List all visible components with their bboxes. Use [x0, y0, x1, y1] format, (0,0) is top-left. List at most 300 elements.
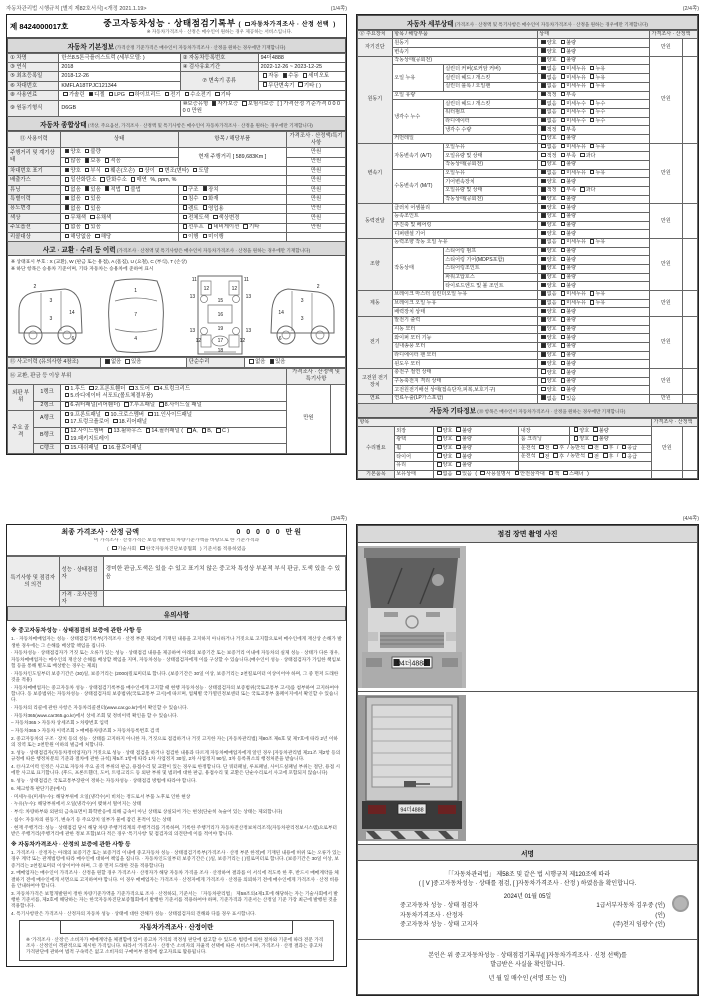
value-cell: 수동변속기 (M/T): [392, 169, 443, 204]
checkbox-불량[interactable]: [561, 222, 566, 227]
checkbox-불량[interactable]: [561, 283, 566, 288]
checkbox-불량[interactable]: [593, 436, 598, 441]
label-cell: 가격조사 · 산정액/특기사항: [287, 132, 346, 148]
notice-list-2: [11, 850, 342, 917]
value-cell: [682, 143, 697, 204]
checkbox-응급[interactable]: [622, 453, 627, 458]
label-cell: ① 차명: [8, 54, 59, 63]
checkbox-label: 불량: [566, 282, 577, 289]
checkbox-적음[interactable]: [105, 158, 110, 163]
checkbox-불량[interactable]: [561, 57, 566, 62]
checkbox-무단변속기[interactable]: [263, 82, 268, 87]
checkbox-전체도색[interactable]: [183, 215, 188, 220]
checkbox-없음[interactable]: [541, 170, 546, 175]
checkbox-label: 적음: [110, 158, 121, 165]
checkbox-양호[interactable]: [574, 436, 579, 441]
checkbox-양호[interactable]: [541, 205, 546, 210]
checkbox-기술사회[interactable]: [112, 546, 117, 551]
checkbox-영업용[interactable]: [203, 205, 208, 210]
notice-line: 3. 자동차가격은 보험개발원이 정한 차량기준가액을 기준가격으로 조사 · 산정하되, 기준서는 「자동차관리법」 제58조의4제1호에 해당하는 자는 기술사회에서 발행한 기준서를, 제2호에 해당하는 자는 한국자동차진단보증협회에서 발행한 기준서를 적용하여야 하며, 기준가격과 기준서는 산정일 기준 가장 최근에 발행된 것을 적용합니다.: [11, 890, 338, 908]
front-plate-number: 94더4888: [396, 660, 428, 668]
checkbox-17.트렁크플로어[interactable]: [65, 419, 70, 424]
label-cell: 항목 / 해당부품: [178, 132, 287, 148]
checkbox-미세누유[interactable]: [561, 144, 566, 149]
checkbox-매연[interactable]: [131, 177, 136, 182]
checkbox-1.후드[interactable]: [65, 386, 70, 391]
checkbox-누유[interactable]: [590, 170, 595, 175]
panel-damage-table: [7, 368, 346, 454]
checkbox-불량[interactable]: [561, 161, 566, 166]
checkbox-불량[interactable]: [561, 343, 566, 348]
checkbox-기타[interactable]: [243, 224, 248, 229]
checkbox-label: 일산화탄소: [70, 177, 97, 184]
checkbox-적정[interactable]: [541, 92, 546, 97]
checkbox-양호[interactable]: [574, 427, 579, 432]
inline-text: (: [107, 546, 110, 552]
page-title: 중고자동차성능 · 상태점검기록부: [103, 18, 236, 28]
checkbox-해당없음[interactable]: [65, 234, 70, 239]
checkbox-불량[interactable]: [561, 179, 566, 184]
checkbox-LPG[interactable]: [109, 92, 114, 97]
checkbox-많음[interactable]: [65, 158, 70, 163]
checkbox-수소전기[interactable]: [185, 92, 190, 97]
overall-state-table: [7, 131, 346, 242]
checkbox-있음[interactable]: [85, 196, 90, 201]
checkbox-부족[interactable]: [561, 126, 566, 131]
checkbox-양호[interactable]: [541, 335, 546, 340]
checkbox-불량[interactable]: [561, 248, 566, 253]
definition-box-title: 자동차가격조사 · 산정이란: [60, 920, 293, 934]
checkbox-한국자동차진단보증협회[interactable]: [140, 546, 145, 551]
checkbox-양호[interactable]: [541, 257, 546, 262]
checkbox-불량[interactable]: [85, 149, 90, 154]
checkbox-양호[interactable]: [541, 248, 546, 253]
checkbox-없음[interactable]: [437, 471, 442, 476]
checkbox-탄화수소[interactable]: [100, 177, 105, 182]
value-cell: 만원: [649, 316, 682, 368]
checkbox-유채색[interactable]: [90, 215, 95, 220]
label-cell: ② 자동차등록번호: [180, 54, 258, 63]
value-cell: [537, 308, 649, 317]
page-3-body: [6, 524, 347, 967]
checkbox-6.쿼터패널(리어휀더)[interactable]: [65, 402, 70, 407]
checkbox-도말[interactable]: [193, 168, 198, 173]
checkbox-양호[interactable]: [437, 453, 442, 458]
checkbox-14.필러패널 ([interactable]: [146, 428, 151, 433]
checkbox-보통[interactable]: [85, 158, 90, 163]
checkbox-있음[interactable]: [561, 395, 566, 400]
checkbox-후[interactable]: [553, 445, 558, 450]
checkbox-부족[interactable]: [561, 92, 566, 97]
value-cell: 만원: [287, 167, 346, 176]
checkbox-9.프론트패널[interactable]: [65, 412, 70, 417]
checkbox-label: 없음: [70, 205, 81, 212]
checkbox-후[interactable]: [603, 445, 608, 450]
checkbox-label: 없음: [110, 359, 122, 366]
checkbox-색상변경[interactable]: [213, 215, 218, 220]
checkbox-전[interactable]: [539, 453, 544, 458]
checkbox-양호[interactable]: [437, 427, 442, 432]
checkbox-7.루프패널[interactable]: [124, 402, 129, 407]
checkbox-없음[interactable]: [541, 291, 546, 296]
checkbox-없음[interactable]: [249, 359, 254, 364]
checkbox-없음[interactable]: [541, 239, 546, 244]
checkbox-있음[interactable]: [85, 224, 90, 229]
checkbox-불량[interactable]: [456, 453, 461, 458]
checkbox-18.리어패널[interactable]: [113, 419, 118, 424]
checkbox-없음[interactable]: [65, 186, 70, 191]
value-cell: 타이어: [394, 453, 433, 462]
label-cell: 상태: [537, 31, 649, 39]
checkbox-19.패키지트레이[interactable]: [65, 435, 70, 440]
checkbox-있음[interactable]: [270, 359, 275, 364]
page-1: [6, 4, 347, 455]
checkbox-부족[interactable]: [561, 187, 566, 192]
checkbox-미세누수[interactable]: [561, 118, 566, 123]
checkbox-렌트[interactable]: [183, 205, 188, 210]
form-reference: 자동차관리법 시행규칙 [별지 제82호서식] <개정 2021.1.19>: [6, 6, 147, 12]
checkbox-양호[interactable]: [541, 361, 546, 366]
checkbox-양호[interactable]: [541, 283, 546, 288]
checkbox-양호[interactable]: [541, 196, 546, 201]
value-cell: [537, 395, 649, 404]
section-basic-info: 자동차 기본정보 (가격산정 기준가격은 매수인이 자동차가격조사 · 산정을 원하는 경우에만 기재합니다): [7, 38, 346, 53]
checkbox-미세누유[interactable]: [561, 170, 566, 175]
checkbox-label: 보험사보증: [247, 101, 274, 108]
checkbox-4.트렁크리드[interactable]: [154, 386, 159, 391]
label-cell: 동력전달: [358, 204, 393, 239]
checkbox-없음[interactable]: [541, 66, 546, 71]
checkbox-과다[interactable]: [580, 153, 585, 158]
checkbox-label: 10.크로스멤버: [110, 411, 145, 418]
checkbox-label: 누수: [595, 118, 606, 125]
checkbox-12.사이드멤버[interactable]: [65, 428, 70, 433]
checkbox-label: 11.인사이드패널: [153, 411, 192, 418]
checkbox-수동[interactable]: [283, 73, 288, 78]
inline-text: 운전석: [520, 445, 537, 451]
checkbox-하이브리드[interactable]: [129, 92, 134, 97]
value-cell: 만원: [287, 176, 346, 185]
checkbox-미이행[interactable]: [203, 234, 208, 239]
value-cell: [682, 39, 697, 56]
checkbox-기타[interactable]: [215, 92, 220, 97]
checkbox-적법[interactable]: [105, 186, 110, 191]
checkbox-미세누수[interactable]: [561, 109, 566, 114]
checkbox-label: 보통: [90, 158, 101, 165]
checkbox-C )[interactable]: [216, 428, 221, 433]
checkbox-label: 해당없음: [70, 233, 92, 240]
checkbox-전[interactable]: [539, 445, 544, 450]
checkbox-누수[interactable]: [590, 118, 595, 123]
checkbox-label: 렌트: [188, 205, 199, 212]
checkbox-불량[interactable]: [561, 196, 566, 201]
checkbox-응급[interactable]: [622, 445, 627, 450]
page-4-body: [356, 524, 699, 996]
checkbox-적정[interactable]: [541, 187, 546, 192]
label-cell: 조향: [358, 238, 393, 290]
checkbox-label: 12.사이드멤버: [70, 428, 104, 435]
checkbox-미세누유[interactable]: [561, 291, 566, 296]
checkbox-후[interactable]: [603, 453, 608, 458]
checkbox-불량[interactable]: [561, 40, 566, 45]
checkbox-양호[interactable]: [541, 309, 546, 314]
checkbox-해당[interactable]: [95, 234, 100, 239]
value-cell: 만원: [287, 148, 346, 157]
checkbox-변조(변타)[interactable]: [159, 168, 164, 173]
checkbox-양호[interactable]: [541, 265, 546, 270]
checkbox-불량[interactable]: [561, 326, 566, 331]
checkbox-label: 불량: [566, 308, 577, 315]
checkbox-자동[interactable]: [263, 73, 268, 78]
checkbox-없음[interactable]: [541, 74, 546, 79]
checkbox-불량[interactable]: [561, 335, 566, 340]
checkbox-양호[interactable]: [541, 387, 546, 392]
checkbox-불량[interactable]: [456, 427, 461, 432]
value-cell: 실린더 헤드 / 개스킷: [443, 100, 537, 109]
checkbox-3.도어[interactable]: [129, 386, 134, 391]
checkbox-부족[interactable]: [561, 153, 566, 158]
checkbox-불량[interactable]: [561, 265, 566, 270]
checkbox-불량[interactable]: [456, 462, 461, 467]
checkbox-양호[interactable]: [541, 231, 546, 236]
checkbox-불량[interactable]: [456, 436, 461, 441]
checkbox-A,[interactable]: [187, 428, 192, 433]
checkbox-없음[interactable]: [541, 100, 546, 105]
checkbox-가솔린[interactable]: [63, 92, 68, 97]
checkbox-후[interactable]: [553, 453, 558, 458]
checkbox-양호[interactable]: [541, 352, 546, 357]
checkbox-없음[interactable]: [541, 118, 546, 123]
checkbox-불량[interactable]: [561, 205, 566, 210]
car-diagram-top: [97, 275, 175, 355]
checkbox-label: 누유: [595, 74, 606, 81]
checkbox-화재[interactable]: [203, 196, 208, 201]
checkbox-label: 전: [544, 445, 550, 451]
panel-number: 13: [189, 327, 196, 334]
checkbox-10.크로스멤버[interactable]: [105, 412, 110, 417]
checkbox-불량[interactable]: [561, 317, 566, 322]
checkbox-label: 부족: [566, 187, 577, 194]
checkbox-양호[interactable]: [541, 135, 546, 140]
checkbox-세미오토[interactable]: [303, 73, 308, 78]
checkbox-미세누유[interactable]: [561, 74, 566, 79]
label-cell: B랭크: [34, 427, 60, 444]
checkbox-있음[interactable]: [85, 186, 90, 191]
checkbox-미세누유[interactable]: [561, 83, 566, 88]
checkbox-디젤[interactable]: [89, 92, 94, 97]
label-cell: ⑧ 사용연료: [8, 91, 59, 100]
notice-line: 3. 성능 · 상태점검자(자동차정비업자)가 거짓으로 성능 · 상태 점검을 하거나 점검한 내용과 다르게 자동차매매업자에게 알린 경우 [자동차관리법 제21조 제2항 등의 규정에 따른 행정처분의 기준과 절차에 관한 규칙] 제5조 1항에 따라 1차 사업정지 30일, 2차 사업정지 90일, 3차 등록취소의 행정처분을 받습니다.: [11, 749, 341, 762]
checkbox-불량[interactable]: [561, 274, 566, 279]
checkbox-미세누유[interactable]: [561, 300, 566, 305]
checkbox-없음[interactable]: [541, 109, 546, 114]
checkbox-label: 미세누수: [566, 109, 586, 116]
checkbox-불량[interactable]: [561, 309, 566, 314]
checkbox-양호[interactable]: [541, 213, 546, 218]
checkbox-전[interactable]: [588, 445, 593, 450]
checkbox-불량[interactable]: [561, 369, 566, 374]
checkbox-선루프[interactable]: [183, 224, 188, 229]
checkbox-불법[interactable]: [125, 186, 130, 191]
checkbox-무채색[interactable]: [65, 215, 70, 220]
page-1-body: [6, 14, 347, 455]
checkbox-양호[interactable]: [541, 57, 546, 62]
checkbox-불량[interactable]: [561, 213, 566, 218]
checkbox-8.사이드실 패널[interactable]: [159, 402, 164, 407]
checkbox-label: 없음: [546, 65, 557, 72]
checkbox-양호[interactable]: [541, 274, 546, 279]
checkbox-누수[interactable]: [590, 100, 595, 105]
checkbox-불량[interactable]: [593, 427, 598, 432]
checkbox-누유[interactable]: [590, 66, 595, 71]
checkbox-불량[interactable]: [561, 387, 566, 392]
checkbox-label: 양호: [442, 436, 453, 443]
checkbox-양호[interactable]: [541, 40, 546, 45]
value-cell: [258, 72, 345, 81]
checkbox-미세누유[interactable]: [561, 239, 566, 244]
panel-number: 3: [300, 315, 304, 322]
checkbox-안전삼각대[interactable]: [515, 471, 520, 476]
checkbox-누유[interactable]: [590, 144, 595, 149]
checkbox-없음[interactable]: [541, 83, 546, 88]
checkbox-label: 6.쿼터패널(리어휀더): [70, 402, 121, 409]
checkbox-5.라디에이터 서포트(볼트체결부품)[interactable]: [65, 393, 70, 398]
checkbox-label: 양호: [442, 427, 453, 434]
checkbox-불량[interactable]: [561, 257, 566, 262]
checkbox-2.프론트휀더[interactable]: [89, 386, 94, 391]
checkbox-양호[interactable]: [65, 149, 70, 154]
notice-line: · 자동차성능 · 상태점검자가 거짓 또는 오류가 있는 성능 · 상태점검 내용을 제공하여 아래의 보증기간 또는 보증거리 이내에 자동차의 실제 성능 · 상태가 다른 경우, 자동차매매업자는 매수인의 재산상 손해를 배상할 책임을 지며, 자동차성능 · 상태점검자에게 이를 구상할 수 있습니다.(매수인이 성능 · 상태점검자가 가입한 책임보험 등을 통해 별도로 배상받는 경우는 제외): [11, 650, 341, 668]
checkbox-양호[interactable]: [541, 326, 546, 331]
checkbox-15.대쉬패널[interactable]: [65, 445, 70, 450]
checkbox-label: 하이브리드: [134, 92, 161, 99]
value-cell: 파워고압호스: [443, 273, 537, 282]
opinion-text-1: 경미한 판금,도색은 있을 수 있고 표기치 않은 중고차 특성상 부분적 부식 판금, 도색 있을 수 있음: [103, 557, 346, 591]
checkbox-장치[interactable]: [203, 186, 208, 191]
checkbox-양호[interactable]: [541, 378, 546, 383]
checkbox-있음[interactable]: [125, 359, 130, 364]
checkbox-전[interactable]: [588, 453, 593, 458]
checkbox-전기[interactable]: [165, 92, 170, 97]
checkbox-네비게이션[interactable]: [208, 224, 213, 229]
checkbox-label: 3.도어: [135, 385, 150, 392]
checkbox-있음[interactable]: [456, 471, 461, 476]
checkbox-부식[interactable]: [85, 168, 90, 173]
checkbox-없음[interactable]: [105, 359, 110, 364]
checkbox-양호[interactable]: [541, 317, 546, 322]
value-cell: 실내송풍 모터: [392, 342, 537, 351]
checkbox-누유[interactable]: [590, 74, 595, 79]
checkbox-불량[interactable]: [561, 135, 566, 140]
label-cell: 외판 부위: [8, 384, 34, 410]
checkbox-없음[interactable]: [65, 205, 70, 210]
checkbox-16.플로어패널[interactable]: [103, 445, 108, 450]
checkbox-양호[interactable]: [541, 161, 546, 166]
checkbox-불량[interactable]: [456, 445, 461, 450]
checkbox-미세누유[interactable]: [561, 66, 566, 71]
checkbox-양호[interactable]: [541, 343, 546, 348]
checkbox-자동차가격조사 · 산정 선택[interactable]: [245, 22, 250, 27]
checkbox-label: 응급: [627, 453, 638, 460]
checkbox-과다[interactable]: [580, 187, 585, 192]
inline-text: / 동반석: [566, 445, 587, 451]
value-cell: [537, 65, 649, 74]
checkbox-미세누수[interactable]: [561, 100, 566, 105]
checkbox-있음[interactable]: [85, 205, 90, 210]
checkbox-불량[interactable]: [561, 231, 566, 236]
value-cell: 만원: [287, 384, 331, 453]
checkbox-없음[interactable]: [541, 144, 546, 149]
checkbox-불량[interactable]: [561, 48, 566, 53]
etc-info-table: [357, 418, 698, 480]
checkbox-스패너[interactable]: [563, 471, 568, 476]
checkbox-양호[interactable]: [437, 462, 442, 467]
checkbox-불량[interactable]: [561, 352, 566, 357]
value-cell: 라디에이터: [443, 117, 537, 126]
checkbox-자가보증[interactable]: [212, 101, 217, 106]
checkbox-적정[interactable]: [541, 126, 546, 131]
checkbox-잭[interactable]: [549, 471, 554, 476]
checkbox-label: 양호: [579, 436, 590, 443]
car-diagram-side-right: [266, 275, 338, 355]
checkbox-적정[interactable]: [541, 153, 546, 158]
checkbox-훼손(오손)[interactable]: [105, 168, 110, 173]
checkbox-없음[interactable]: [65, 224, 70, 229]
checkbox-구조[interactable]: [183, 186, 188, 191]
checkbox-양호[interactable]: [437, 436, 442, 441]
checkbox-없음[interactable]: [65, 196, 70, 201]
checkbox-양호[interactable]: [541, 179, 546, 184]
inspector-seal: [672, 895, 689, 912]
checkbox-기타 ( )[interactable]: [298, 82, 303, 87]
checkbox-양호[interactable]: [541, 48, 546, 53]
value-cell: [537, 282, 649, 291]
checkbox-침수[interactable]: [183, 196, 188, 201]
checkbox-양호[interactable]: [65, 168, 70, 173]
checkbox-누유[interactable]: [590, 291, 595, 296]
checkbox-B,[interactable]: [202, 428, 207, 433]
checkbox-없음[interactable]: [541, 395, 546, 400]
checkbox-누수[interactable]: [590, 109, 595, 114]
checkbox-이행[interactable]: [183, 234, 188, 239]
checkbox-불량[interactable]: [561, 378, 566, 383]
panel-number: 12: [203, 285, 210, 292]
value-cell: 오일누유: [443, 143, 537, 152]
checkbox-없음[interactable]: [541, 300, 546, 305]
notice-line: – 자동차365 > 자동차 상세조회 > 차량번호 입력: [11, 720, 109, 726]
checkbox-누유[interactable]: [590, 239, 595, 244]
checkbox-label: 있음: [130, 359, 142, 366]
checkbox-11.인사이드패널[interactable]: [148, 412, 153, 417]
checkbox-사용설명서[interactable]: [480, 471, 485, 476]
checkbox-누유[interactable]: [590, 300, 595, 305]
label-cell: 가격조사 · 산정액 및 특기사항: [287, 368, 346, 384]
signer-role: 자동차가격조사 · 산정자: [400, 912, 464, 919]
checkbox-불량[interactable]: [561, 361, 566, 366]
notice-line: 2. 중고자동차의 구조 · 장치 등의 성능 · 상태를 고지하지 아니한 자, 거짓으로 점검하거나 거짓 고지한 자는 [자동차관리법] 제80조 제6호 및 제7호에 따라 2년 이하의 징역 또는 2천만원 이하의 벌금에 처합니다.: [11, 735, 338, 748]
checkbox-보험사보증[interactable]: [242, 101, 247, 106]
checkbox-상이[interactable]: [139, 168, 144, 173]
checkbox-양호[interactable]: [437, 445, 442, 450]
checkbox-양호[interactable]: [541, 369, 546, 374]
checkbox-label: 양호: [546, 326, 557, 333]
checkbox-13.휠하우스[interactable]: [108, 428, 113, 433]
checkbox-양호[interactable]: [541, 222, 546, 227]
value-cell: [537, 230, 649, 239]
notice-line: · 자동차365(www.car365.go.kr)에서 상세 조회 및 정비이력 확인을 할 수 있습니다.: [11, 712, 178, 718]
checkbox-누유[interactable]: [590, 83, 595, 88]
checkbox-일산화탄소[interactable]: [65, 177, 70, 182]
